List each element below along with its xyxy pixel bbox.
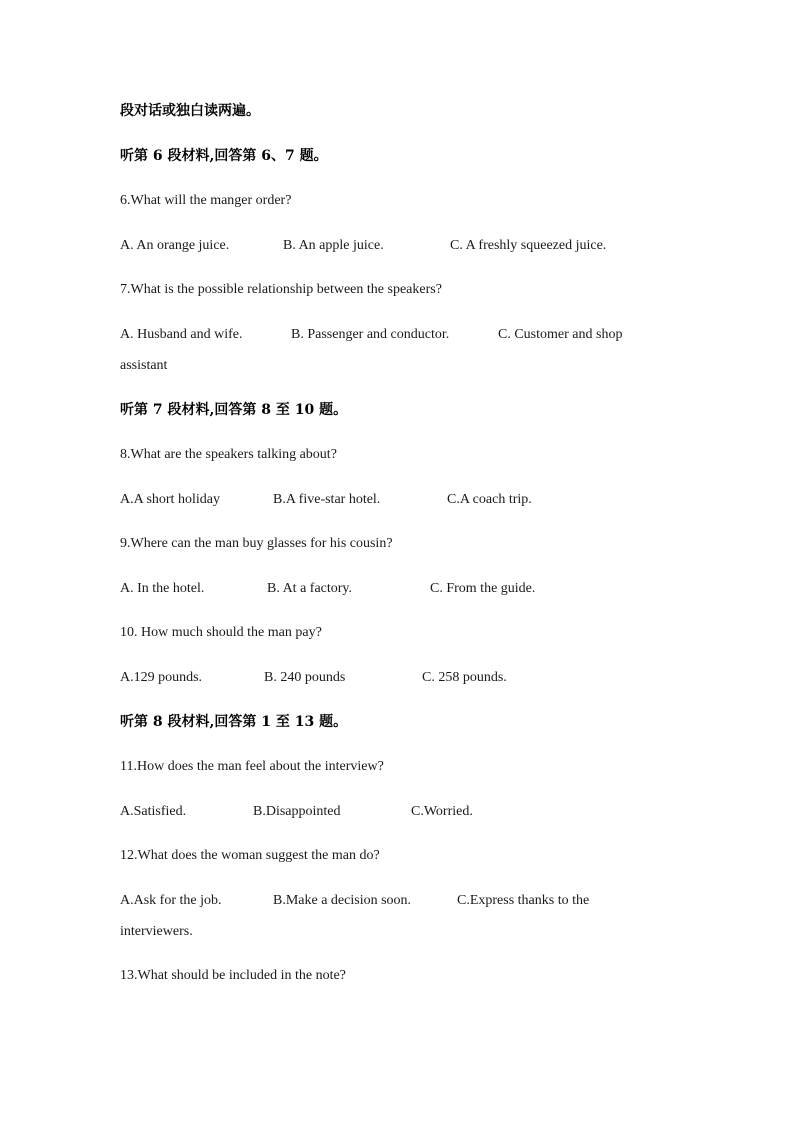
section-heading: 听第 6 段材料,回答第 6、7 题。 (120, 148, 328, 164)
options-row (120, 237, 740, 255)
option-c: C. 258 pounds. (422, 670, 507, 685)
option-a: A.Ask for the job. (120, 893, 222, 908)
option-a: A. An orange juice. (120, 238, 230, 253)
option-c: C.Worried. (411, 804, 473, 819)
option-a: A. Husband and wife. (120, 327, 243, 342)
question-text: 8.What are the speakers talking about? (120, 447, 337, 462)
options-row (120, 803, 740, 821)
option-continuation: interviewers. (120, 924, 193, 939)
option-a: A.129 pounds. (120, 670, 203, 685)
question-text: 10. How much should the man pay? (120, 625, 322, 640)
option-c: C.A coach trip. (447, 492, 532, 507)
question-text: 6.What will the manger order? (120, 193, 292, 208)
question-text: 7.What is the possible relationship between the speakers? (120, 282, 442, 297)
option-b: B.Make a decision soon. (273, 893, 412, 908)
option-c: C. From the guide. (430, 581, 536, 596)
option-b: B.A five-star hotel. (273, 492, 381, 507)
option-a: A. In the hotel. (120, 581, 205, 596)
question-text: 9.Where can the man buy glasses for his cousin? (120, 536, 393, 551)
option-c: C. Customer and shop (498, 327, 623, 342)
options-row (120, 669, 740, 687)
question-text: 11.How does the man feel about the interview? (120, 759, 384, 774)
option-a: A.Satisfied. (120, 804, 187, 819)
section-heading: 听第 8 段材料,回答第 1 至 13 题。 (120, 714, 348, 730)
option-b: B. At a factory. (267, 581, 353, 596)
intro-tail: 段对话或独白读两遍。 (120, 103, 260, 119)
section-heading: 听第 7 段材料,回答第 8 至 10 题。 (120, 402, 348, 418)
option-b: B. Passenger and conductor. (291, 327, 450, 342)
option-a: A.A short holiday (120, 492, 220, 507)
option-b: B. 240 pounds (264, 670, 346, 685)
options-row (120, 326, 740, 344)
option-c: C. A freshly squeezed juice. (450, 238, 607, 253)
options-row (120, 491, 740, 509)
question-text: 12.What does the woman suggest the man do? (120, 848, 380, 863)
question-text: 13.What should be included in the note? (120, 968, 346, 983)
option-c: C.Express thanks to the (457, 893, 590, 908)
options-row (120, 580, 740, 598)
options-row (120, 892, 740, 910)
option-continuation: assistant (120, 358, 168, 373)
option-b: B. An apple juice. (283, 238, 384, 253)
option-b: B.Disappointed (253, 804, 341, 819)
